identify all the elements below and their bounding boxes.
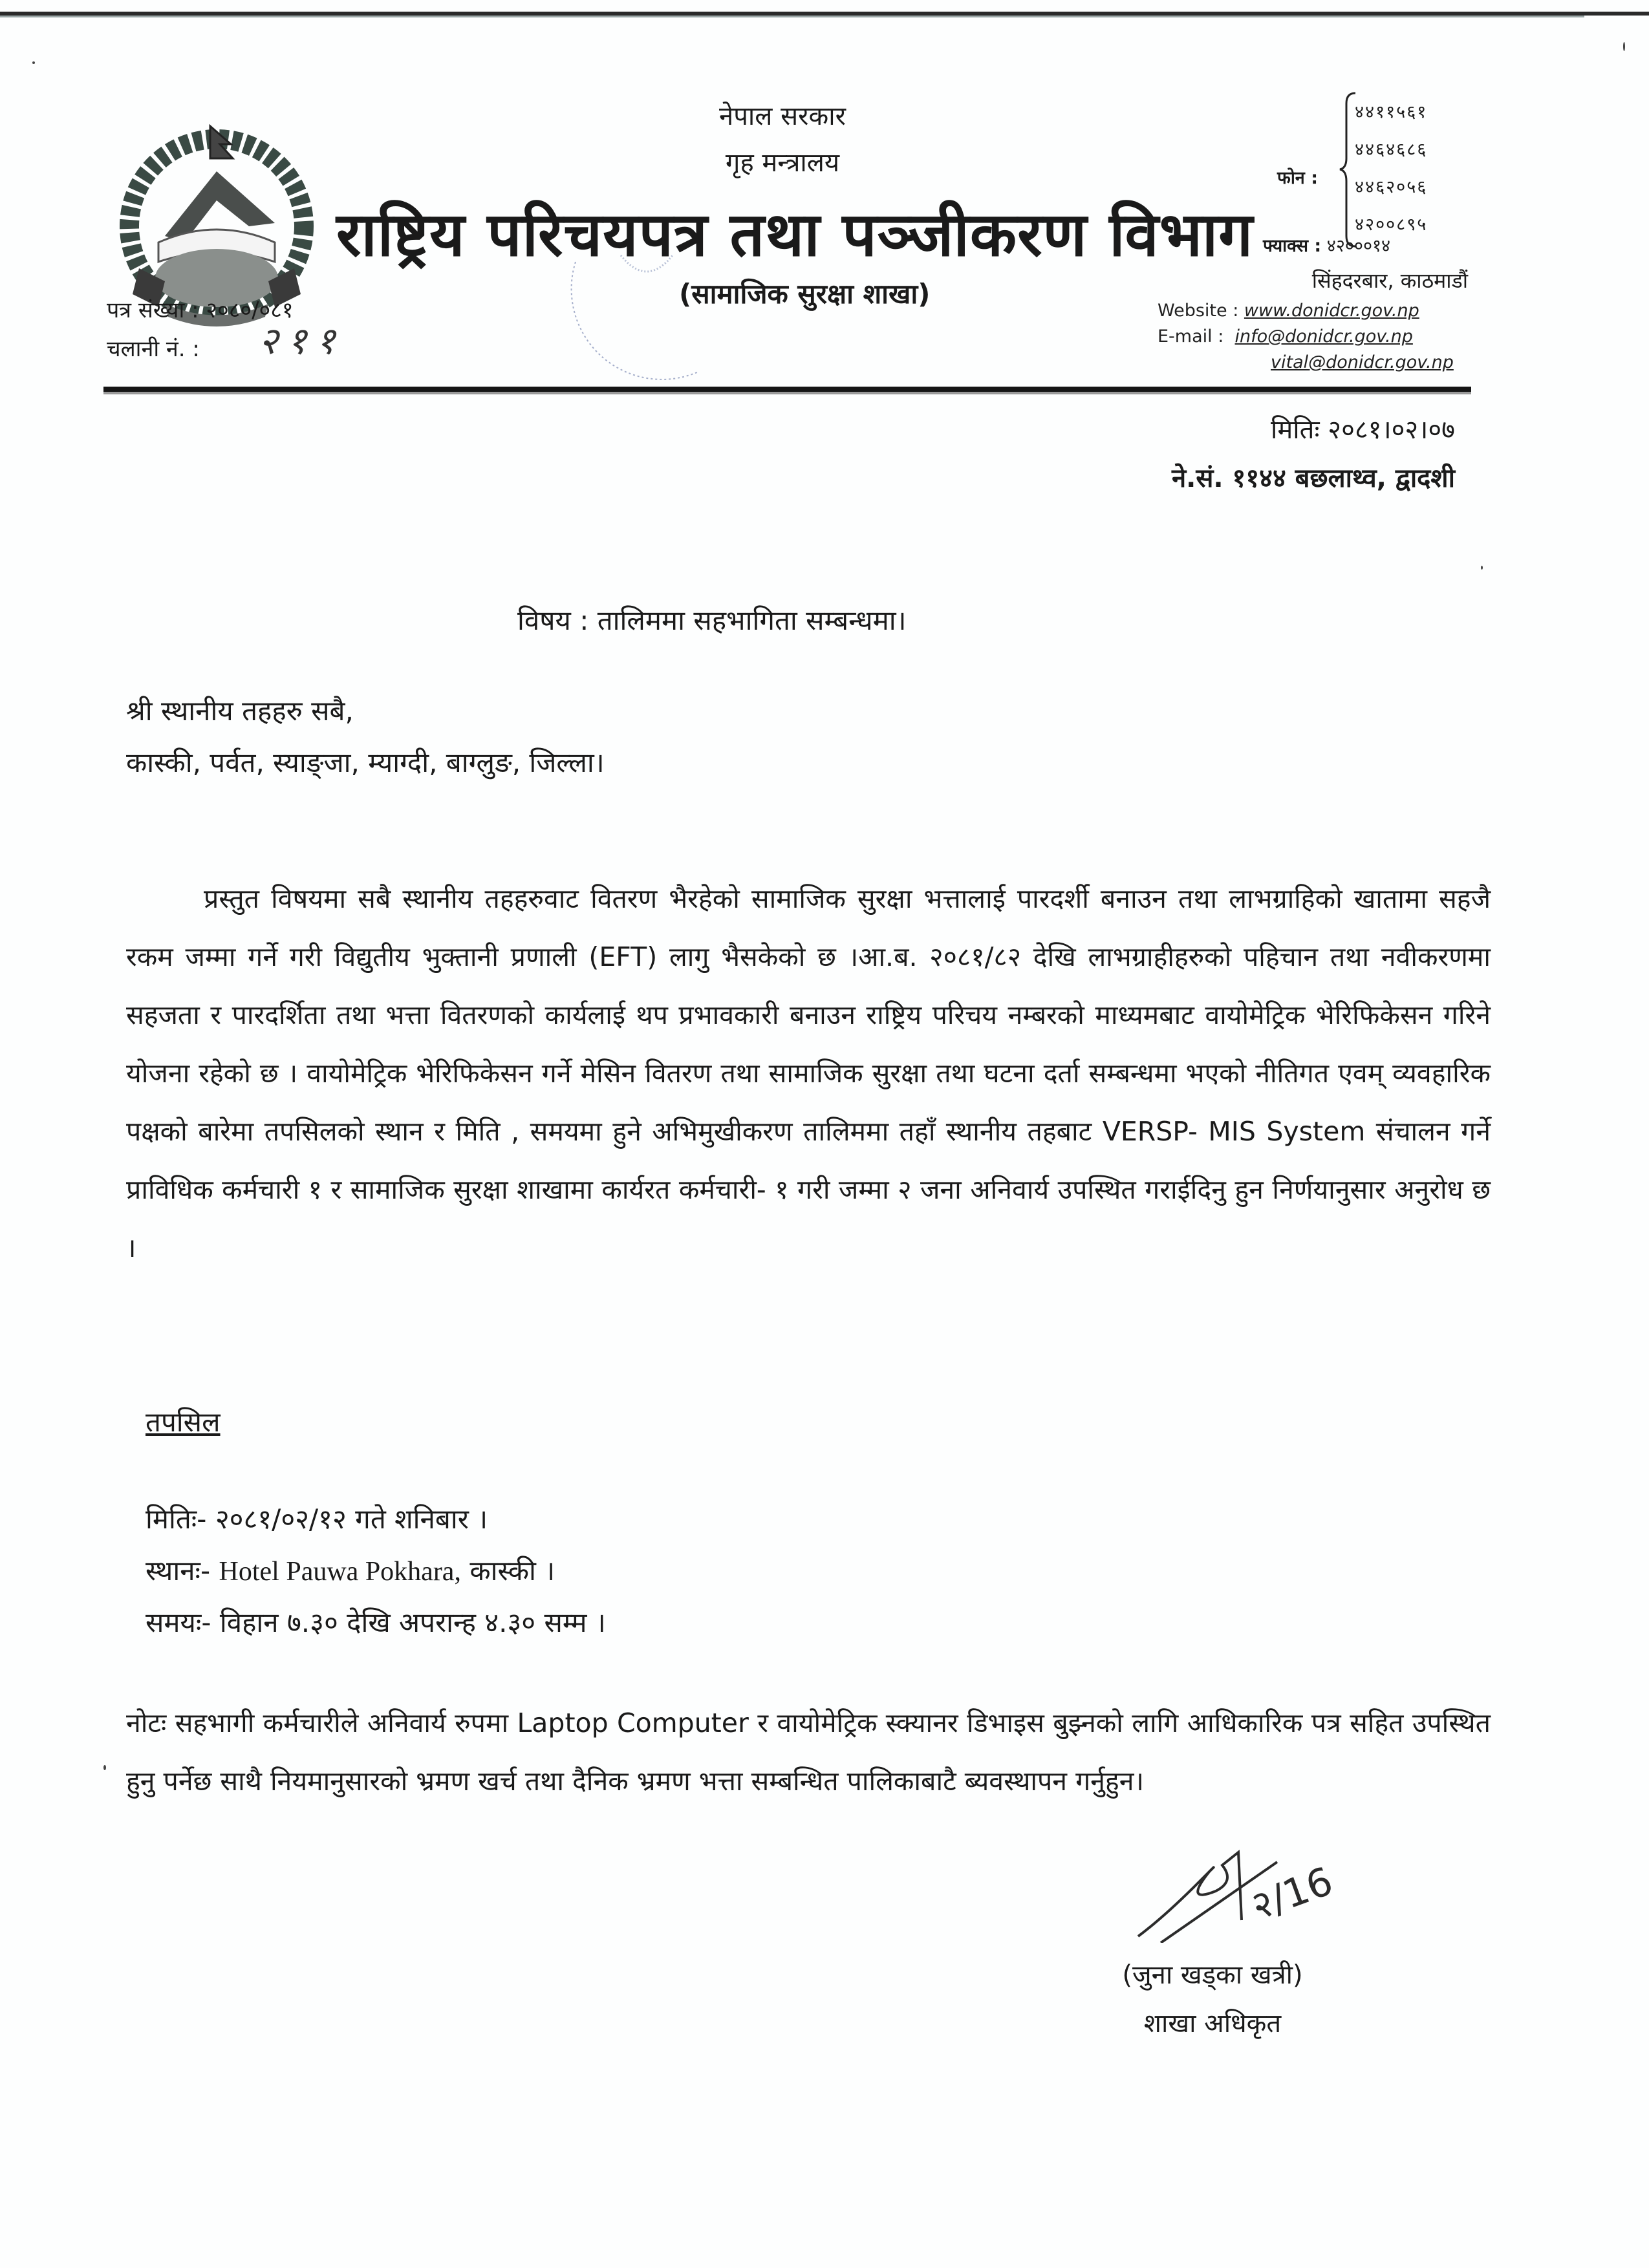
phone-numbers — [1355, 94, 1427, 244]
tapasil-place-value-en: Hotel Pauwa Pokhara, — [219, 1557, 461, 1587]
scan-speck — [103, 1765, 106, 1770]
ministry-name: गृह मन्त्रालय — [725, 148, 840, 178]
email-label: E-mail : — [1158, 326, 1224, 347]
tapasil-date-label: मितिः- — [146, 1503, 207, 1535]
tapasil-place-value-np: कास्की । — [469, 1555, 555, 1587]
note-paragraph: नोटः सहभागी कर्मचारीले अनिवार्य रुपमा Laptop Computer र वायोमेट्रिक स्क्यानर डिभाइस बुझ्नको लागि आधिकारिक पत्र सहित उपस्थित हुनु पर्नेछ साथै नियमानुसारको भ्रमण खर्च तथा दैनिक भ्रमण भत्ता सम्बन्धित पालिकाबाटै ब्यवस्थापन गर्नुहुन। — [126, 1707, 1491, 1797]
header-divider-shadow — [103, 392, 1471, 394]
government-name: नेपाल सरकार — [719, 102, 846, 131]
letter-number-value: २०८०/०८१ — [206, 297, 294, 323]
branch-name: (सामाजिक सुरक्षा शाखा) — [679, 278, 931, 310]
office-seal-stamp — [550, 242, 763, 385]
email-line — [1158, 326, 1413, 347]
phone-number: ४२००८९५ — [1355, 215, 1428, 235]
fax-label: फ्याक्स : — [1263, 236, 1322, 256]
dispatch-number-handwritten: २११ — [259, 319, 345, 363]
tapasil-time-value: विहान ७.३० देखि अपरान्ह ४.३० सम्म । — [219, 1607, 606, 1638]
tapasil-time-label: समयः- — [146, 1607, 211, 1638]
addressee-line-1: श्री स्थानीय तहहरु सबै, — [126, 695, 354, 727]
scan-edge-shadow — [0, 16, 1584, 17]
fax — [1263, 233, 1390, 257]
tapasil-time — [146, 1603, 606, 1640]
office-address: सिंहदरबार, काठमाडौं — [1311, 268, 1468, 293]
addressee-line-2: कास्की, पर्वत, स्याङ्जा, म्याग्दी, बाग्लुङ, जिल्ला। — [126, 747, 605, 778]
phone-label: फोन : — [1277, 168, 1318, 188]
website-label: Website : — [1158, 301, 1239, 321]
header-divider — [103, 387, 1471, 392]
tapasil-place — [146, 1552, 555, 1589]
date-miti — [1271, 411, 1455, 446]
signatory-name: (जुना खड्का खत्री) — [1122, 1960, 1303, 1990]
body-text: प्रस्तुत विषयमा सबै स्थानीय तहहरुवाट वितरण भैरहेको सामाजिक सुरक्षा भत्तालाई पारदर्शी बनाउन तथा लाभग्राहिको खातामा सहजै रकम जम्मा गर्ने गरी विद्युतीय भुक्तानी प्रणाली (EFT) लागु भैसकेको छ ।आ.ब. २०८१/८२ देखि लाभग्राहीहरुको पहिचान तथा नवीकरणमा सहजता र पारदर्शिता तथा भत्ता वितरणको कार्यलाई थप प्रभावकारी बनाउन राष्ट्रिय परिचय नम्बरको माध्यमबाट वायोमेट्रिक भेरिफिकेसन गरिने योजना रहेको छ । वायोमेट्रिक भेरिफिकेसन गर्ने मेसिन वितरण तथा सामाजिक सुरक्षा तथा घटना दर्ता सम्बन्धमा भएको नीतिगत एवम् व्यवहारिक पक्षको बारेमा तपसिलको स्थान र मिति , समयमा हुने अभिमुखीकरण तालिममा तहाँ स्थानीय तहबाट VERSP- MIS System संचालन गर्ने प्राविधिक कर्मचारी १ र सामाजिक सुरक्षा शाखामा कार्यरत कर्मचारी- १ गरी जम्मा २ जना अनिवार्य उपस्थित गराईदिनु हुन निर्णयानुसार अनुरोध छ । — [126, 883, 1491, 1263]
email-line-2 — [1271, 352, 1454, 372]
tapasil-heading: तपसिल — [146, 1406, 221, 1438]
website-line — [1158, 301, 1419, 321]
body-paragraph — [126, 870, 1491, 1277]
subject-line: विषय : तालिममा सहभागिता सम्बन्धमा। — [517, 604, 907, 636]
signatory-designation: शाखा अधिकृत — [1143, 2009, 1282, 2038]
tapasil-date-value: २०८१/०२/१२ गते शनिबार । — [215, 1503, 488, 1535]
email-link-info[interactable]: info@donidcr.gov.np — [1234, 326, 1413, 347]
handwritten-signature — [1125, 1846, 1384, 1943]
dispatch-number-label: चलानी नं. : — [107, 336, 200, 362]
letter-number-label: पत्र संख्या : — [107, 297, 199, 323]
tapasil-place-label: स्थानः- — [146, 1555, 211, 1587]
tapasil-date — [146, 1500, 488, 1537]
scan-speck — [1623, 42, 1625, 51]
department-title: राष्ट्रिय परिचयपत्र तथा पञ्जीकरण विभाग — [336, 200, 1254, 270]
phone-number: ४४६४६८६ — [1355, 140, 1428, 160]
email-link-vital[interactable]: vital@donidcr.gov.np — [1271, 352, 1454, 372]
date-value: २०८१।०२।०७ — [1328, 415, 1455, 445]
scan-speck — [32, 61, 35, 64]
website-link[interactable]: www.donidcr.gov.np — [1244, 301, 1419, 321]
fax-number: ४२०००१४ — [1326, 236, 1391, 256]
phone-number: ४४११५६१ — [1355, 102, 1428, 122]
signature-date: २/16 — [1245, 1858, 1339, 1930]
date-label: मितिः — [1271, 415, 1320, 445]
scan-speck — [1481, 566, 1483, 570]
nepal-sambat-date: ने.सं. ११४४ बछलाथ्व, द्वादशी — [1171, 464, 1455, 493]
phone-number: ४४६२०५६ — [1355, 177, 1428, 197]
